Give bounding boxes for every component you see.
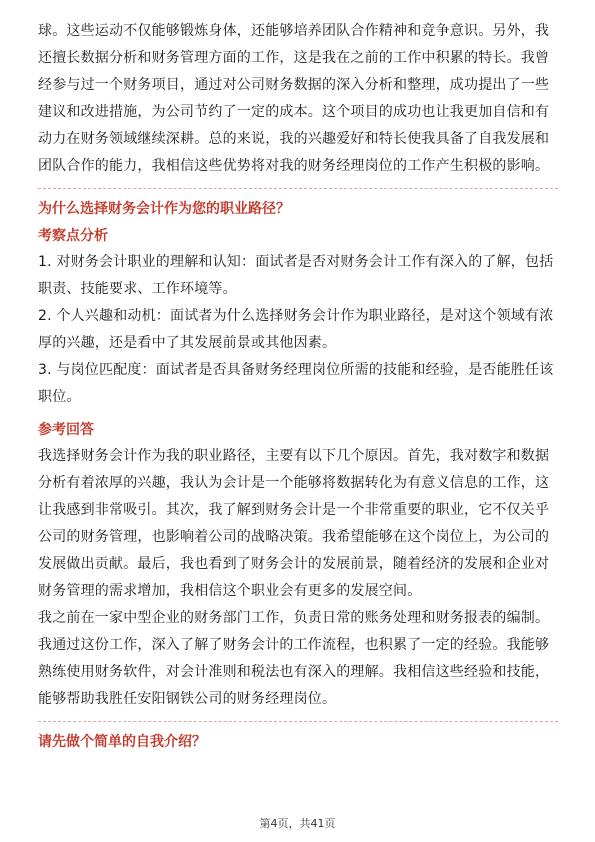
intro-paragraph: 球。这些运动不仅能够锻炼身体，还能够培养团队合作精神和竞争意识。另外，我还擅长数据分析和财务管理方面的工作，这是我在之前的工作中积累的特长。我曾经参与过一个财务项目，通过对公司财务数据的深入分析和整理，成功提出了一些建议和改进措施，为公司节约了一定的成本。这个项目的成功也让我更加自信和有动力在财务领域继续深耕。总的来说，我的兴趣爱好和特长使我具备了自我发展和团队合作的能力，我相信这些优势将对我的财务经理岗位的工作产生积极的影响。 xyxy=(38,23,550,174)
analysis-item: 1. 对财务会计职业的理解和认知：面试者是否对财务会计工作有深入的了解，包括职责、技能要求、工作环境等。 xyxy=(38,254,554,297)
analysis-heading: 考察点分析 xyxy=(38,228,108,244)
question-heading: 请先做个简单的自我介绍？ xyxy=(38,734,206,750)
analysis-item: 2. 个人兴趣和动机：面试者为什么选择财务会计作为职业路径，是对这个领域有浓厚的兴趣，还是看中了其发展前景或其他因素。 xyxy=(38,308,554,351)
section-divider xyxy=(38,721,558,722)
answer-paragraph: 我之前在一家中型企业的财务部门工作，负责日常的账务处理和财务报表的编制。我通过这份工作，深入了解了财务会计的工作流程，也积累了一定的经验。我能够熟练使用财务软件，对会计准则和税法也有深入的理解。我相信这些经验和技能，能够帮助我胜任安阳钢铁公司的财务经理岗位。 xyxy=(38,610,550,707)
answer-paragraph: 我选择财务会计作为我的职业路径，主要有以下几个原因。首先，我对数字和数据分析有着浓厚的兴趣，我认为会计是一个能够将数据转化为有意义信息的工作，这让我感到非常吸引。其次，我了解到财务会计是一个非常重要的职业，它不仅关乎公司的财务管理，也影响着公司的战略决策。我希望能够在这个岗位上，为公司的发展做出贡献。最后，我也看到了财务会计的发展前景，随着经济的发展和企业对财务管理的需求增加，我相信这个职业会有更多的发展空间。 xyxy=(38,448,550,599)
analysis-item: 3. 与岗位匹配度：面试者是否具备财务经理岗位所需的技能和经验，是否能胜任该职位。 xyxy=(38,362,554,405)
answer-heading: 参考回答 xyxy=(38,422,94,438)
page-number: 第4页，共41页 xyxy=(259,817,336,830)
document-page xyxy=(38,18,558,756)
question-heading: 为什么选择财务会计作为您的职业路径？ xyxy=(38,201,290,217)
section-divider xyxy=(38,188,558,189)
